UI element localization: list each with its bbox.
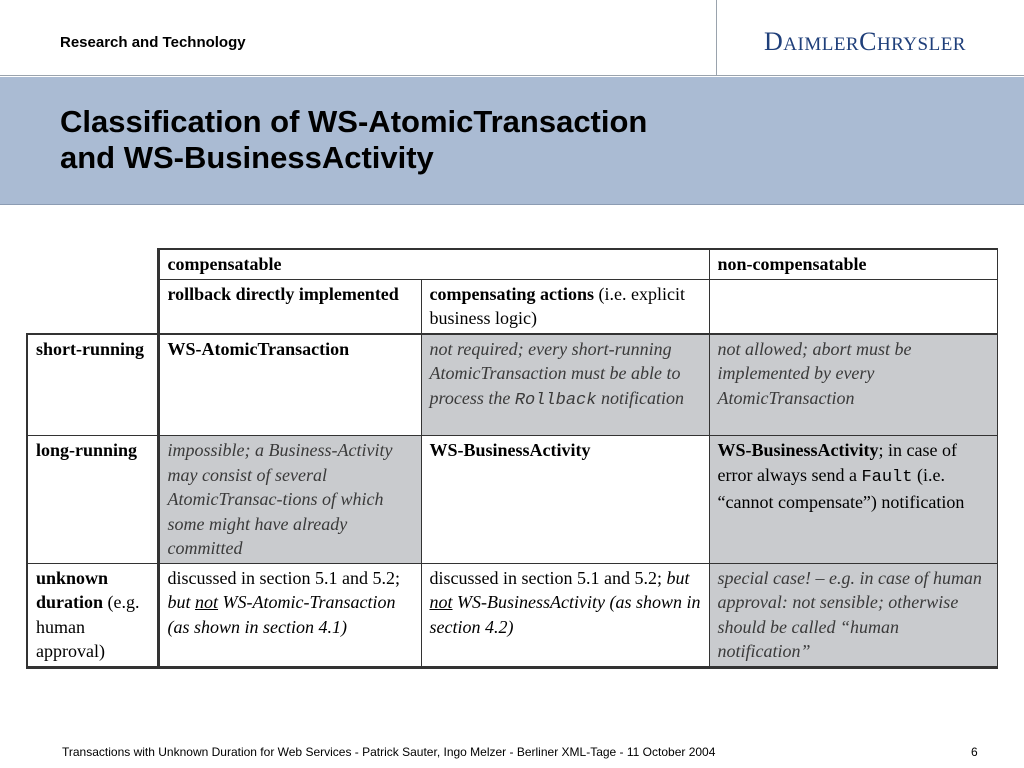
cell-unknown-noncomp: special case! – e.g. in case of human approval: not sensible; otherwise should be called “human notification”	[709, 563, 997, 667]
header-bar	[0, 0, 1024, 76]
subheader-rollback: rollback directly implemented	[158, 279, 421, 334]
header-divider	[716, 0, 717, 76]
corner-cell	[27, 279, 158, 334]
header-non-compensatable: non-compensatable	[709, 249, 997, 279]
daimlerchrysler-logo: DAIMLERCHRYSLER	[764, 27, 966, 56]
cell-long-rollback: impossible; a Business-Activity may consist of several AtomicTransac-tions of which some might have already committed	[158, 436, 421, 564]
row-label-short-running: short-running	[27, 334, 158, 436]
page-number: 6	[971, 745, 978, 759]
cell-unknown-compensating: discussed in section 5.1 and 5.2; but not WS-BusinessActivity (as shown in section 4.2)	[421, 563, 709, 667]
row-label-long-running: long-running	[27, 436, 158, 564]
header-compensatable: compensatable	[158, 249, 709, 279]
department-label: Research and Technology	[60, 34, 246, 51]
subheader-empty	[709, 279, 997, 334]
row-label-unknown-duration: unknown duration (e.g. human approval)	[27, 563, 158, 667]
title-line-2: and WS-BusinessActivity	[60, 140, 434, 175]
cell-short-noncomp: not allowed; abort must be implemented by every AtomicTransaction	[709, 334, 997, 436]
subheader-compensating-actions: compensating actions (i.e. explicit business logic)	[421, 279, 709, 334]
footer-text: Transactions with Unknown Duration for Web Services - Patrick Sauter, Ingo Melzer - Berliner XML-Tage - 11 October 2004	[62, 745, 716, 759]
corner-cell	[27, 249, 158, 279]
slide-title	[60, 104, 647, 176]
cell-short-rollback: WS-AtomicTransaction	[158, 334, 421, 436]
cell-unknown-rollback: discussed in section 5.1 and 5.2; but not WS-Atomic-Transaction (as shown in section 4.1)	[158, 563, 421, 667]
title-line-1: Classification of WS-AtomicTransaction	[60, 104, 648, 139]
cell-long-noncomp: WS-BusinessActivity; in case of error always send a Fault (i.e. “cannot compensate”) notification	[709, 436, 997, 564]
cell-short-compensating: not required; every short-running AtomicTransaction must be able to process the Rollback notification	[421, 334, 709, 436]
cell-long-compensating: WS-BusinessActivity	[421, 436, 709, 564]
classification-table	[26, 248, 998, 669]
